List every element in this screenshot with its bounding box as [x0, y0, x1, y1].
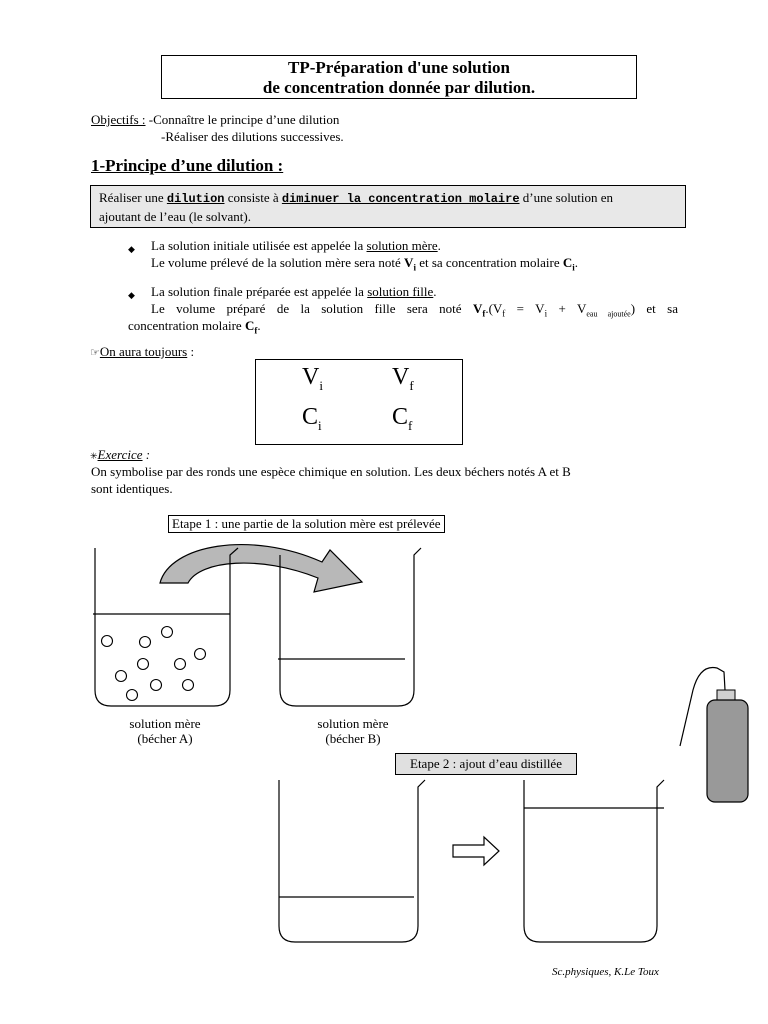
title-line2: de concentration donnée par dilution.	[262, 78, 536, 97]
objectives-label: Objectifs :	[91, 112, 146, 127]
formula-ci: $C_i$	[302, 404, 322, 433]
solution-fille-term: solution fille	[367, 284, 434, 299]
keyword-dilution: dilution	[166, 192, 225, 206]
bullet-2-line2: Le volume préparé de la solution fille sera noté $V_f.(V_f = V_i + V_{eau ajoutée})$ et sa	[151, 301, 678, 319]
bullet-icon: ◆	[128, 290, 135, 300]
objective-2: -Réaliser des dilutions successives.	[161, 129, 344, 144]
footer-credit: Sc.physiques, K.Le Toux	[552, 966, 659, 978]
solution-mere-term: solution mère	[366, 238, 438, 253]
section-heading: 1-Principe d’une dilution :	[91, 156, 284, 175]
definition-line1: Réaliser une dilution consiste à diminuer la concentration molaire d’une solution en	[99, 190, 614, 206]
bullet-1-line2: Le volume prélevé de la solution mère sera noté $V_i$ et sa concentration molaire $C_i$.	[151, 255, 579, 273]
beaker-d	[524, 780, 664, 942]
right-arrow-icon	[453, 837, 499, 865]
on-aura-toujours: ☞On aura toujours :	[90, 344, 195, 359]
title-line1: TP-Préparation d'une solution	[288, 58, 510, 77]
curved-arrow-icon	[160, 545, 362, 592]
keyword-diminuer: diminuer la concentration molaire	[281, 192, 520, 206]
step2-label: Etape 2 : ajout d’eau distillée	[395, 753, 577, 775]
beaker-b-caption: solution mère (bécher B)	[317, 716, 389, 746]
beaker-c	[279, 780, 425, 942]
exercise-line2: sont identiques.	[91, 481, 173, 496]
formula-vf: $V_f$	[392, 364, 414, 393]
bullet-icon: ◆	[128, 244, 135, 254]
beaker-a-caption: solution mère (bécher A)	[129, 716, 201, 746]
bullet-2-line3: concentration molaire $C_f$.	[128, 318, 261, 336]
formula-cf: $C_f$	[392, 404, 413, 433]
step1-label: Etape 1 : une partie de la solution mère est prélevée	[168, 515, 445, 533]
definition-line2: ajoutant de l’eau (le solvant).	[99, 209, 251, 224]
exercise-heading: ✳Exercice :	[90, 447, 151, 462]
bullet-1-line1: La solution initiale utilisée est appelée la solution mère.	[151, 238, 441, 253]
objective-1: -Connaître le principe d’une dilution	[148, 112, 340, 127]
formula-vi: $V_i$	[302, 364, 323, 393]
particles	[102, 627, 206, 701]
exercise-line1: On symbolise par des ronds une espèce chimique en solution. Les deux béchers notés A et B	[91, 464, 571, 479]
snowflake-icon: ✳	[90, 451, 98, 461]
hand-pointer-icon: ☞	[90, 347, 100, 359]
wash-bottle-icon	[680, 667, 748, 802]
bullet-2-line1: La solution finale préparée est appelée la solution fille.	[151, 284, 437, 299]
